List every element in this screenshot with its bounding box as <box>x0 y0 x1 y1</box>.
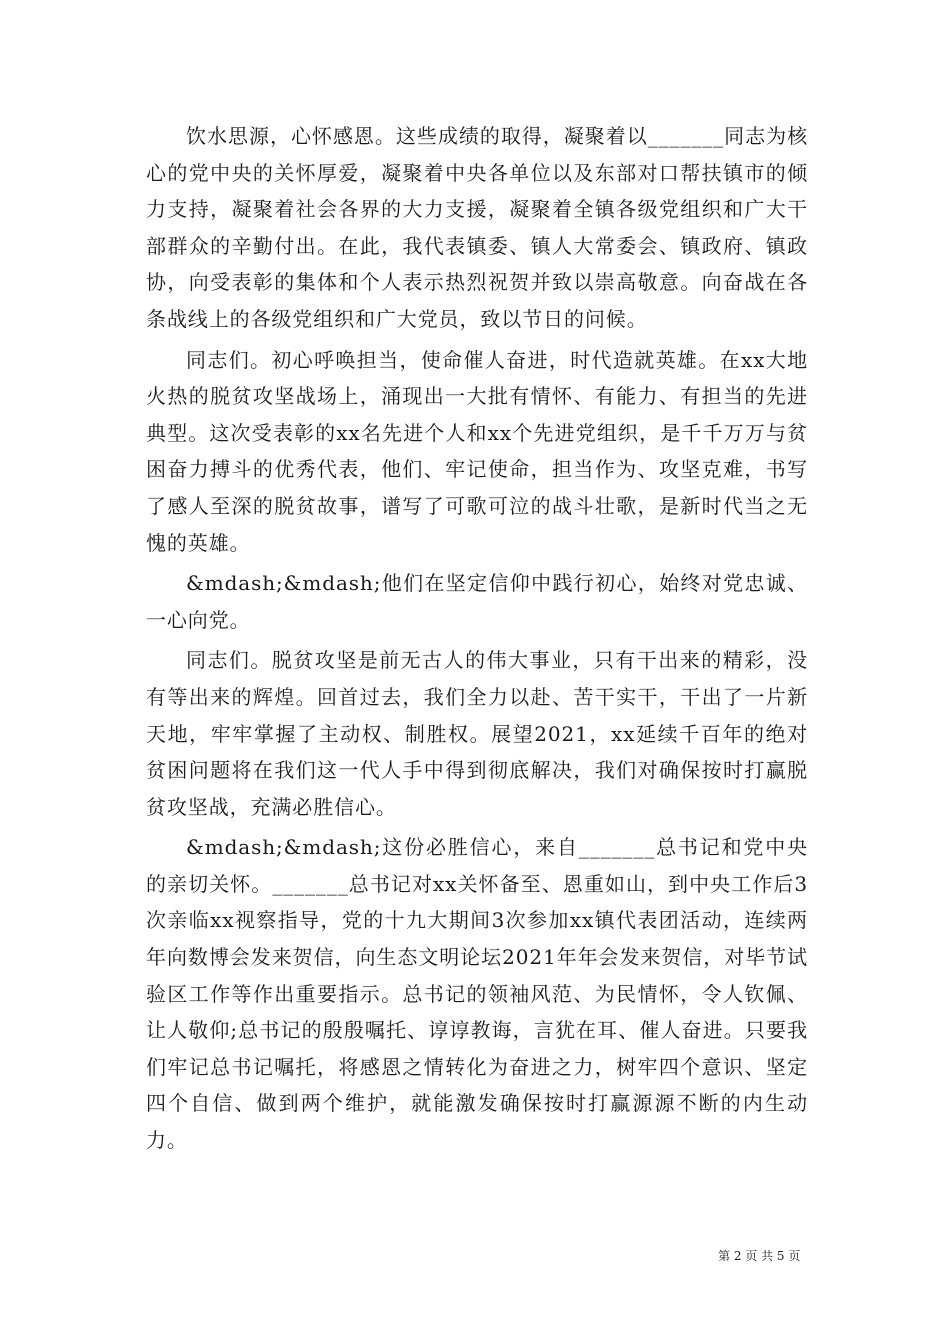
document-body <box>146 118 808 1163</box>
paragraph-5: &mdash;&mdash;这份必胜信心，来自_______总书记和党中央的亲切关怀。_______总书记对xx关怀备至、恩重如山，到中央工作后3次亲临xx视察指导，党的十九大期间3次参加xx镇代表团活动，连续两年向数博会发来贺信，向生态文明论坛2021年年会发来贺信，对毕节试验区工作等作出重要指示。总书记的领袖风范、为民情怀，令人钦佩、让人敬仰;总书记的殷殷嘱托、谆谆教诲，言犹在耳、催人奋进。只要我们牢记总书记嘱托，将感恩之情转化为奋进之力，树牢四个意识、坚定四个自信、做到两个维护，就能激发确保按时打赢源源不断的内生动力。 <box>146 835 808 1153</box>
paragraph-3: &mdash;&mdash;他们在坚定信仰中践行初心，始终对党忠诚、一心向党。 <box>146 571 808 632</box>
page-number-footer: 第 2 页 共 5 页 <box>718 1249 801 1263</box>
paragraph-2: 同志们。初心呼唤担当，使命催人奋进，时代造就英雄。在xx大地火热的脱贫攻坚战场上，涌现出一大批有情怀、有能力、有担当的先进典型。这次受表彰的xx名先进个人和xx个先进党组织，是千千万万与贫困奋力搏斗的优秀代表，他们、牢记使命，担当作为、攻坚克难，书写了感人至深的脱贫故事，谱写了可歌可泣的战斗壮歌，是新时代当之无愧的英雄。 <box>146 347 808 555</box>
paragraph-4: 同志们。脱贫攻坚是前无古人的伟大事业，只有干出来的精彩，没有等出来的辉煌。回首过去，我们全力以赴、苦干实干，干出了一片新天地，牢牢掌握了主动权、制胜权。展望2021，xx延续千百年的绝对贫困问题将在我们这一代人手中得到彻底解决，我们对确保按时打赢脱贫攻坚战，充满必胜信心。 <box>146 648 808 819</box>
paragraph-1: 饮水思源，心怀感恩。这些成绩的取得，凝聚着以_______同志为核心的党中央的关怀厚爱，凝聚着中央各单位以及东部对口帮扶镇市的倾力支持，凝聚着社会各界的大力支援，凝聚着全镇各级党组织和广大干部群众的辛勤付出。在此，我代表镇委、镇人大常委会、镇政府、镇政协，向受表彰的集体和个人表示热烈祝贺并致以崇高敬意。向奋战在各条战线上的各级党组织和广大党员，致以节日的问候。 <box>146 124 808 331</box>
